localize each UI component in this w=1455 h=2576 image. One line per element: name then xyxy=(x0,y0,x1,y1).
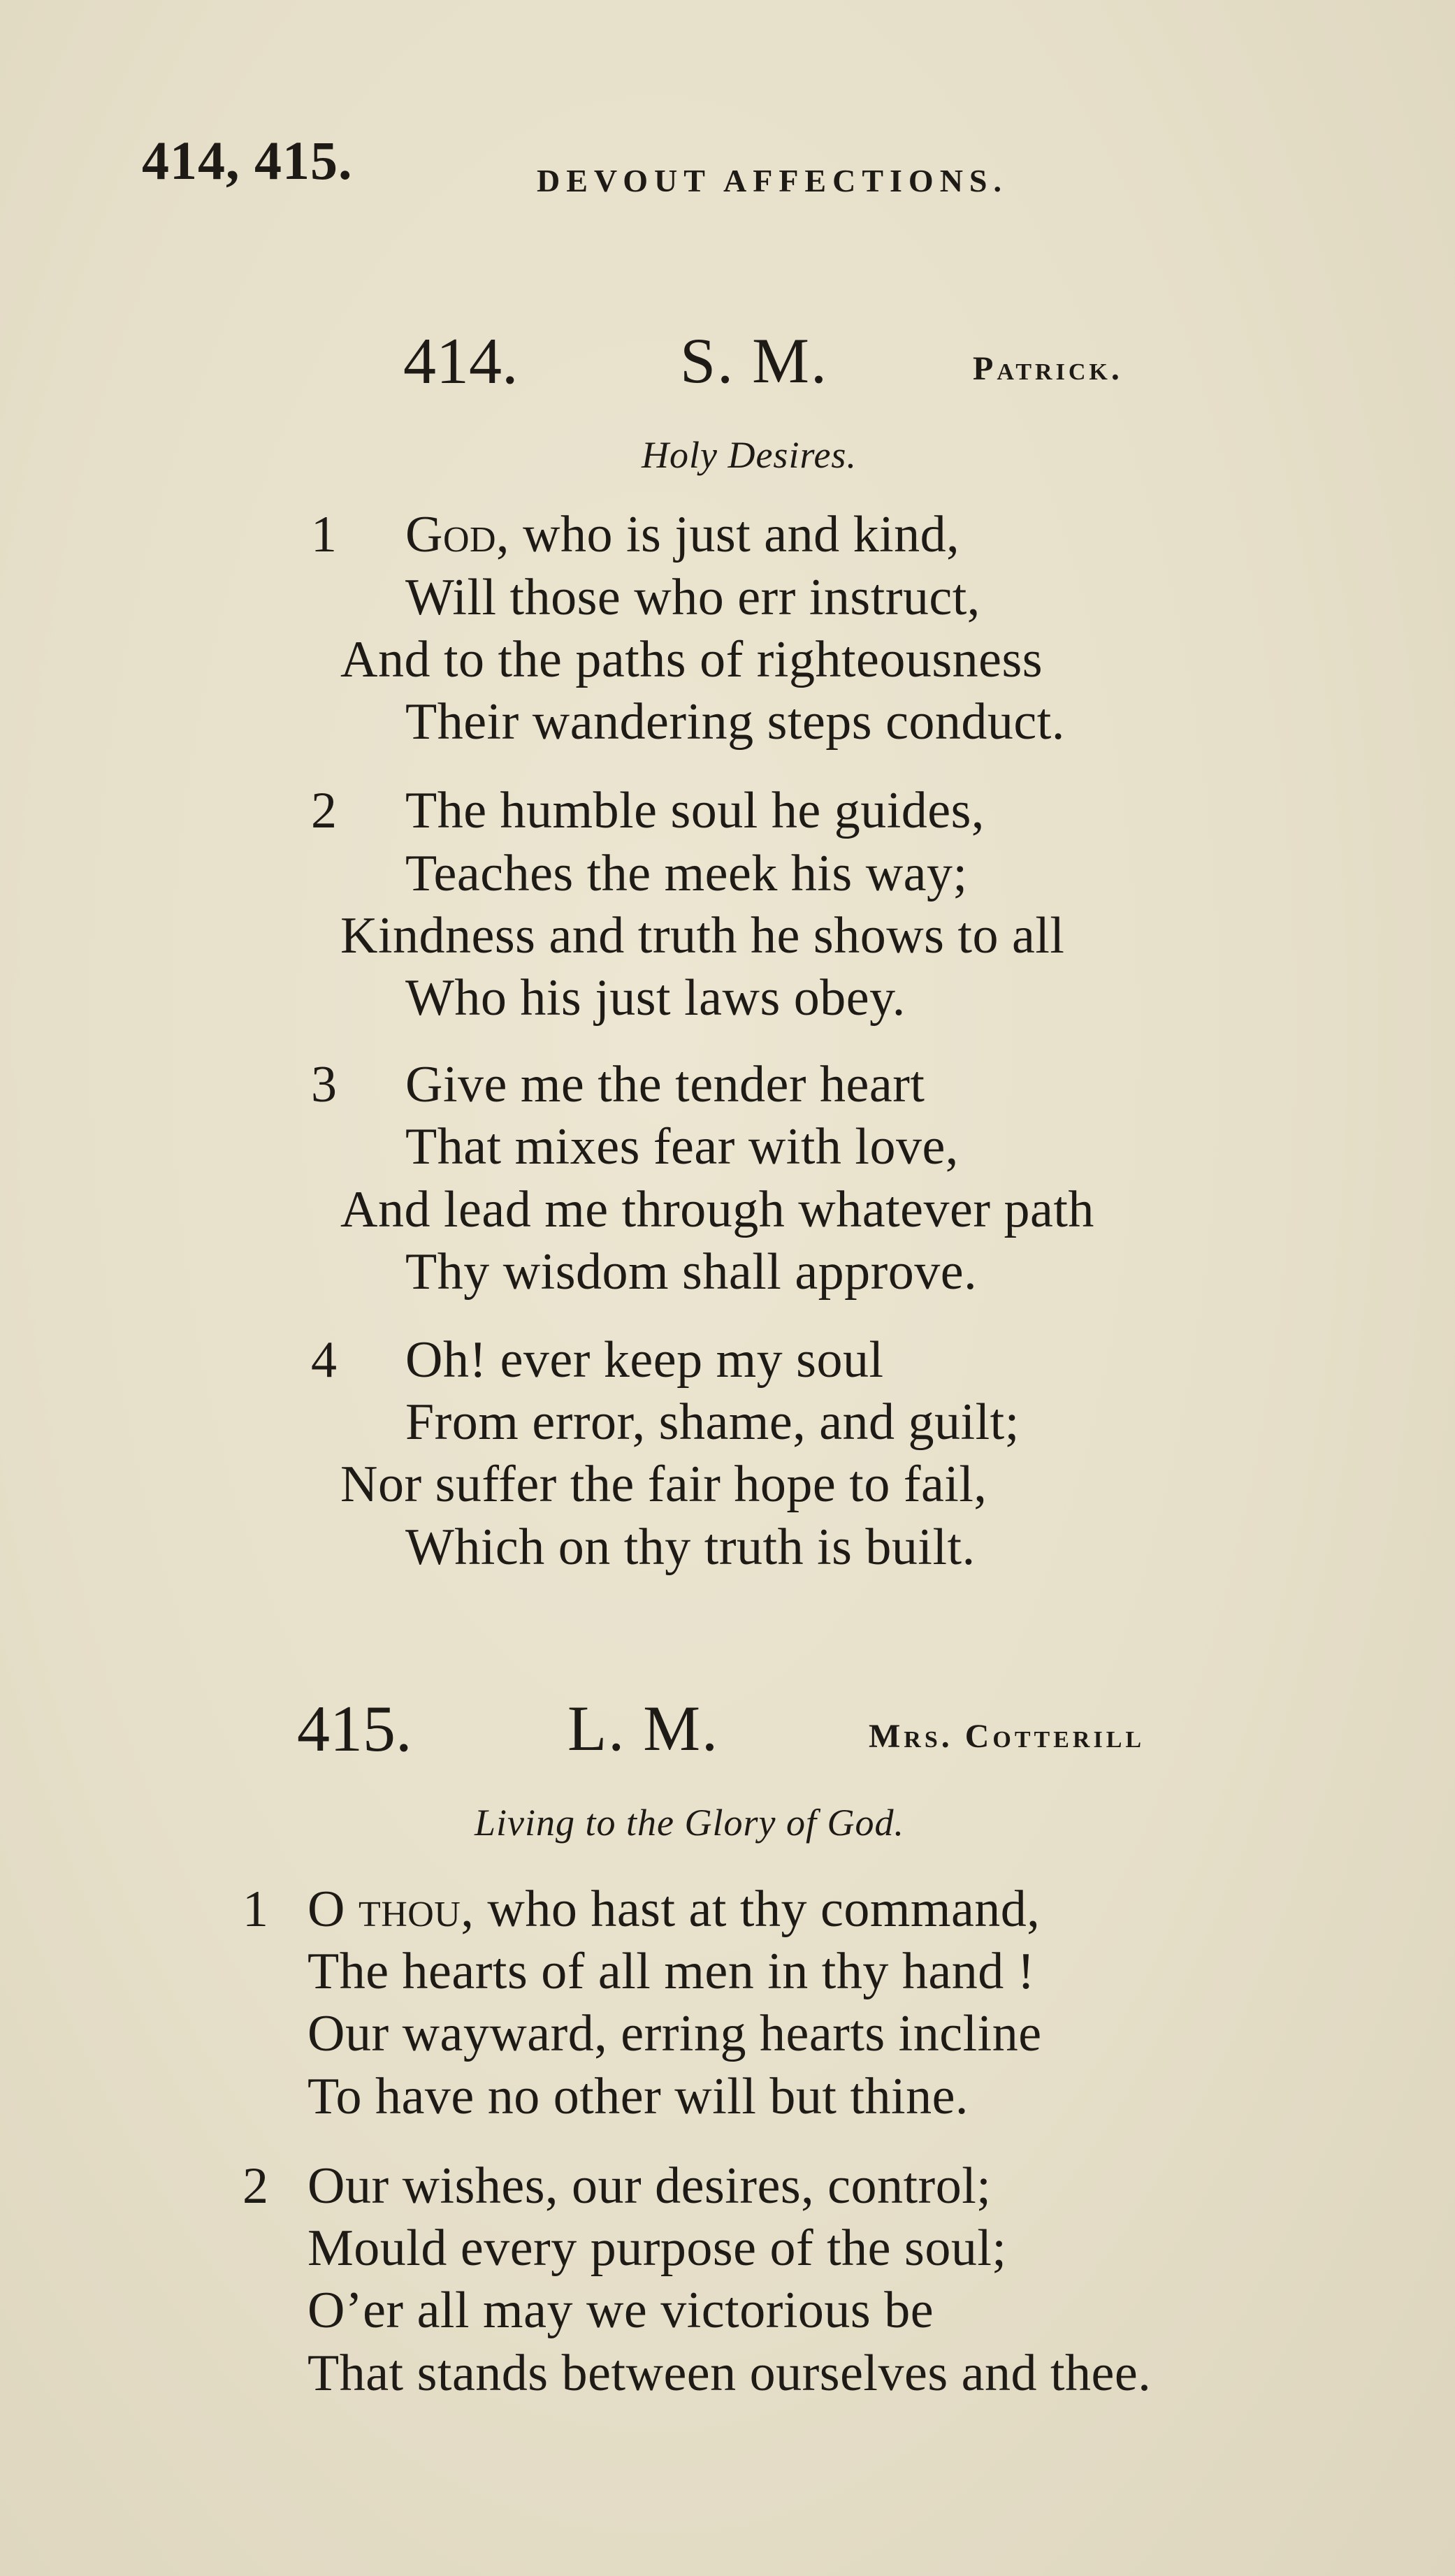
verse-line: Which on thy truth is built. xyxy=(405,1519,976,1576)
verse-line: The hearts of all men in thy hand ! xyxy=(307,1943,1035,2000)
verse-number: 4 xyxy=(311,1331,337,1389)
verse-number: 1 xyxy=(311,506,337,563)
verse-line: Our wayward, erring hearts incline xyxy=(307,2005,1042,2062)
hymn-tune: Mrs. Cotterill xyxy=(869,1718,1145,1755)
verse-line: Give me the tender heart xyxy=(405,1056,925,1113)
verse-line: O’er all may we victorious be xyxy=(307,2282,934,2339)
verse-line: Teaches the meek his way; xyxy=(405,845,968,902)
verse-number: 1 xyxy=(243,1881,268,1938)
verse-line: Their wandering steps conduct. xyxy=(405,693,1065,751)
verse-number: 2 xyxy=(311,782,337,839)
hymn-meter: S. M. xyxy=(680,325,828,396)
running-page-numbers: 414, 415. xyxy=(142,130,353,191)
verse-line: That stands between ourselves and thee. xyxy=(307,2345,1152,2402)
verse-line: Who his just laws obey. xyxy=(405,969,906,1027)
verse-line: Oh! ever keep my soul xyxy=(405,1331,884,1389)
verse-line xyxy=(405,505,960,565)
verse-number: 2 xyxy=(243,2157,268,2215)
verse-line: Will those who err instruct, xyxy=(405,569,980,626)
verse-line: And lead me through whatever path xyxy=(340,1181,1094,1238)
first-word: O thou xyxy=(307,1881,461,1938)
first-line-rest: , who hast at thy command, xyxy=(461,1881,1041,1938)
verse-line: Thy wisdom shall approve. xyxy=(405,1243,978,1301)
verse-line: Mould every purpose of the soul; xyxy=(307,2220,1007,2277)
verse-line: Kindness and truth he shows to all xyxy=(340,907,1065,964)
hymn-subtitle: Living to the Glory of God. xyxy=(475,1802,904,1844)
running-title: DEVOUT AFFECTIONS. xyxy=(537,163,1008,198)
hymn-number: 415. xyxy=(297,1693,412,1765)
hymn-tune: Patrick. xyxy=(973,350,1123,387)
first-word: God xyxy=(405,506,497,563)
verse-line: Our wishes, our desires, control; xyxy=(307,2157,992,2215)
hymn-meter: L. M. xyxy=(567,1693,719,1764)
verse-line xyxy=(307,1880,1040,1939)
hymn-number: 414. xyxy=(403,325,519,398)
hymn-subtitle: Holy Desires. xyxy=(642,434,857,476)
verse-line: To have no other will but thine. xyxy=(307,2068,969,2125)
verse-line: The humble soul he guides, xyxy=(405,782,985,839)
first-line-rest: , who is just and kind, xyxy=(496,506,960,563)
verse-number: 3 xyxy=(311,1056,337,1113)
verse-line: That mixes fear with love, xyxy=(405,1118,959,1175)
verse-line: Nor suffer the fair hope to fail, xyxy=(340,1456,987,1513)
verse-line: And to the paths of righteousness xyxy=(340,631,1043,688)
verse-line: From error, shame, and guilt; xyxy=(405,1394,1020,1451)
